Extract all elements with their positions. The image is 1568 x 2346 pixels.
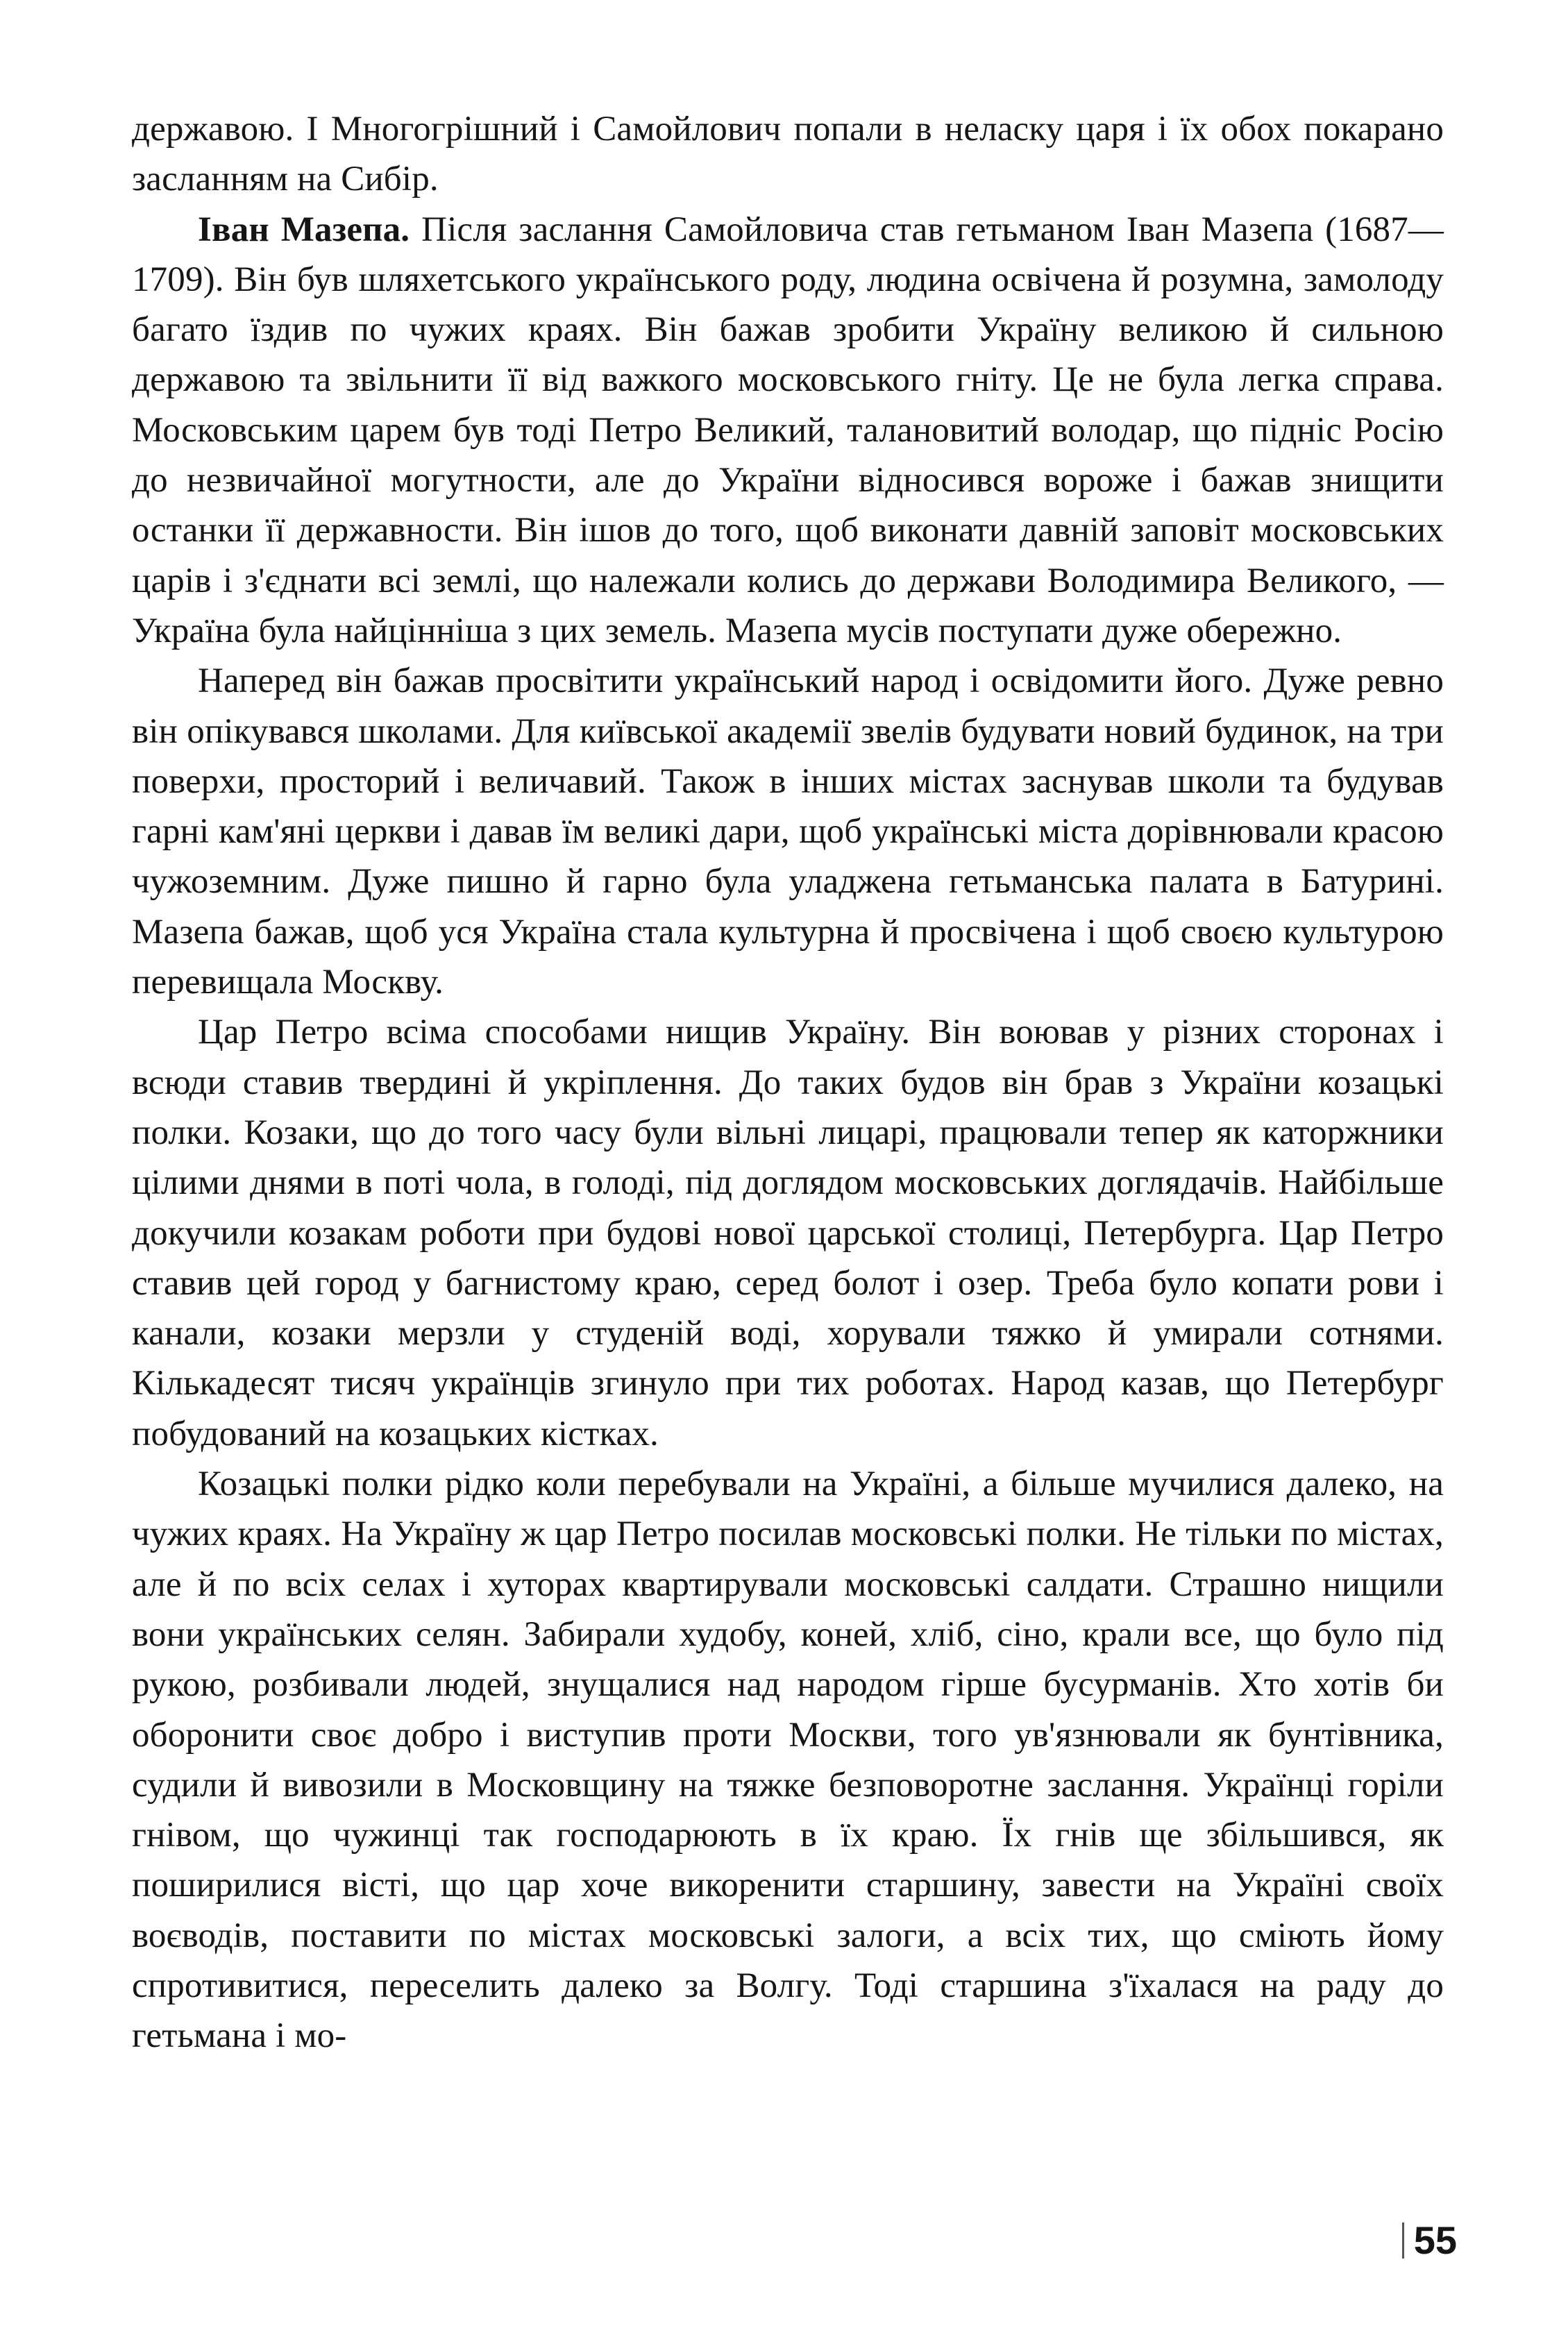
paragraph-2-text: Після заслання Самойловича став гетьманом Іван Мазепа (1687—1709). Він був шляхетського українського роду, людина освічена й розумна, замолоду багато їздив по чужих краях. Він бажав зробити Україну великою й сильною державою та звільнити її від важкого московського гніту. Це не була легка справа. Московським царем був тоді Петро Великий, талановитий володар, що підніс Росію до незвичайної могутности, але до України відносився вороже і бажав знищити останки її державности. Він ішов до того, щоб виконати давній заповіт московських царів і з'єднати всі землі, що належали колись до держави Володимира Великого, — Україна була найцінніша з цих земель. Мазепа мусів поступати дуже обережно. <box>132 210 1444 650</box>
paragraph-5 <box>132 1459 1444 2061</box>
page-number <box>1402 2218 1457 2263</box>
paragraph-4-text: Цар Петро всіма способами нищив Україну. Він воював у різних сторонах і всюди ставив твердині й укріплення. До таких будов він брав з України козацькі полки. Козаки, що до того часу були вільні лицарі, працювали тепер як каторжники цілими днями в поті чола, в голоді, під доглядом московських доглядачів. Найбільше докучили козакам роботи при будові нової царської столиці, Петербурга. Цар Петро ставив цей город у багнистому краю, серед болот і озер. Треба було копати рови і канали, козаки мерзли у студеній воді, хорували тяжко й умирали сотнями. Кількадесят тисяч українців згинуло при тих роботах. Народ казав, що Петербург побудований на козацьких кістках. <box>132 1013 1444 1453</box>
paragraph-1-text: державою. І Многогрішний і Самойлович попали в неласку царя і їх обох покарано засланням на Сибір. <box>132 110 1444 199</box>
paragraph-2 <box>132 205 1444 657</box>
page-number-rule <box>1402 2222 1404 2259</box>
paragraph-1 <box>132 104 1444 205</box>
body-text <box>132 104 1444 2061</box>
paragraph-3-text: Наперед він бажав просвітити український народ і освідомити його. Дуже ревно він опікувався школами. Для київської академії звелів будувати новий будинок, на три поверхи, просторий і величавий. Також в інших містах заснував школи та будував гарні кам'яні церкви і давав їм великі дари, щоб українські міста дорівнювали красою чужоземним. Дуже пишно й гарно була уладжена гетьманська палата в Батурині. Мазепа бажав, щоб уся Україна стала культурна й просвічена і щоб своєю культурою перевищала Москву. <box>132 661 1444 1002</box>
book-page <box>132 104 1444 2318</box>
page-number-text: 55 <box>1413 2218 1457 2262</box>
paragraph-3 <box>132 656 1444 1007</box>
paragraph-4 <box>132 1007 1444 1459</box>
paragraph-5-text: Козацькі полки рідко коли перебували на Україні, а більше мучилися далеко, на чужих краях. На Україну ж цар Петро посилав московські полки. Не тільки по містах, але й по всіх селах і хуторах квартирували московські салдати. Страшно нищили вони українських селян. Забирали худобу, коней, хліб, сіно, крали все, що було під рукою, розбивали людей, знущалися над народом гірше бусурманів. Хто хотів би оборонити своє добро і виступив проти Москви, того ув'язнювали як бунтівника, судили й вивозили в Московщину на тяжке безповоротне заслання. Українці горіли гнівом, що чужинці так господарюють в їх краю. Їх гнів ще збільшився, як поширилися вісті, що цар хоче викоренити старшину, завести на Україні своїх воєводів, поставити по містах московські залоги, а всіх тих, що сміють йому спротивитися, переселить далеко за Волгу. Тоді старшина з'їхалася на раду до гетьмана і мо- <box>132 1465 1444 2056</box>
section-heading: Іван Мазепа. <box>198 210 410 249</box>
